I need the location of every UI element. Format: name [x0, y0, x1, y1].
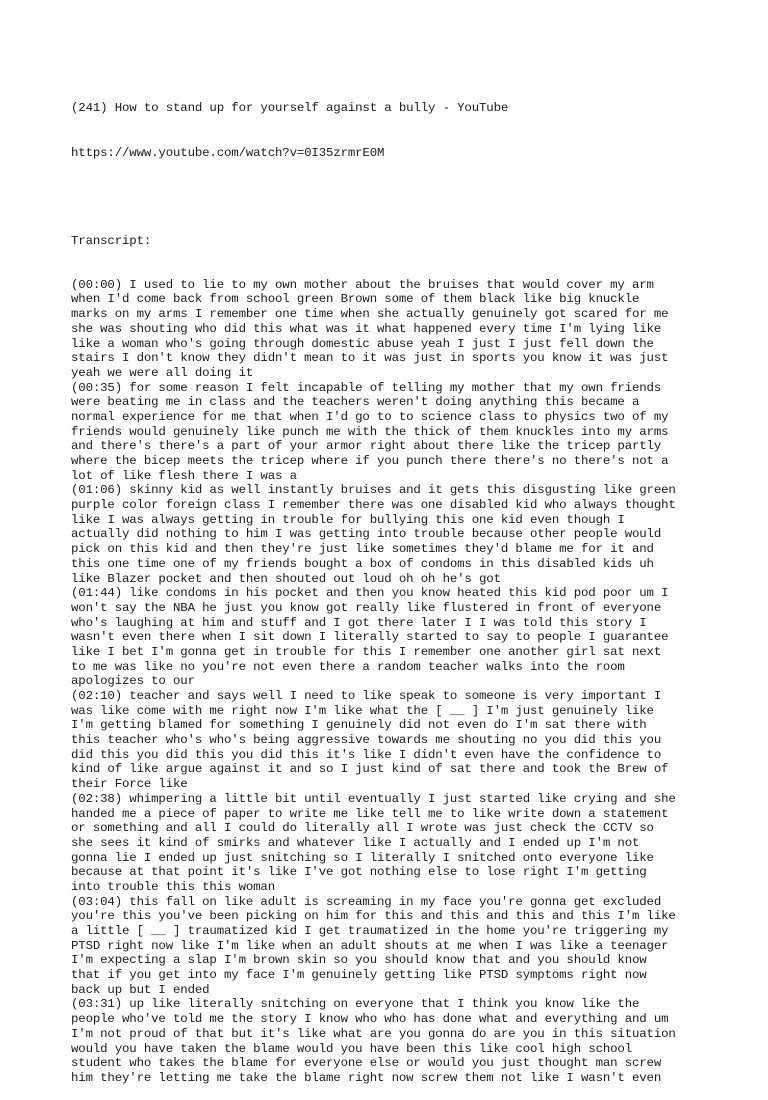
- transcript-line: won't say the NBA he just you know got really like flustered in front of everyone: [71, 600, 662, 615]
- transcript-body: [71, 278, 711, 1086]
- transcript-line: into trouble this this woman: [71, 879, 275, 894]
- transcript-line: apologizes to our: [71, 674, 195, 689]
- transcript-line: stairs I don't know they didn't mean to it was just in sports you know it was just: [71, 351, 669, 366]
- transcript-line: (02:10) teacher and says well I need to like speak to someone is very important I: [71, 689, 662, 704]
- transcript-line: did this you did this you did this it's like I didn't even have the confidence to: [71, 747, 662, 762]
- transcript-line: you're this you've been picking on him for this and this and this and this I'm like: [71, 909, 676, 924]
- transcript-line: normal experience for me that when I'd go to to science class to physics two of my: [71, 409, 669, 424]
- transcript-line: and there's there's a part of your armor right about there like the tricep partly: [71, 439, 662, 454]
- transcript-line: (03:31) up like literally snitching on everyone that I think you know like the: [71, 997, 640, 1012]
- transcript-line: I'm expecting a slap I'm brown skin so you should know that and you should know: [71, 953, 647, 968]
- transcript-line: kind of like argue against it and so I just kind of sat there and took the Brew of: [71, 762, 669, 777]
- transcript-line: like a woman who's going through domestic abuse yeah I just I just fell down the: [71, 336, 654, 351]
- transcript-line: when I'd come back from school green Brown some of them black like big knuckle: [71, 292, 640, 307]
- transcript-line: who's laughing at him and stuff and I got there later I I was told this story I: [71, 615, 647, 630]
- transcript-line: this one time one of my friends bought a box of condoms in this disabled kids uh: [71, 556, 654, 571]
- transcript-line: wasn't even there when I sit down I literally started to say to people I guarantee: [71, 630, 669, 645]
- transcript-line: people who've told me the story I know who who has done what and everything and um: [71, 1012, 669, 1027]
- transcript-line: was like come with me right now I'm like what the [ __ ] I'm just genuinely like: [71, 703, 654, 718]
- transcript-line: I'm not proud of that but it's like what are you gonna do are you in this situation: [71, 1026, 676, 1041]
- transcript-line: or something and all I could do literally all I wrote was just check the CCTV so: [71, 821, 654, 836]
- transcript-line: PTSD right now like I'm like when an adult shouts at me when I was like a teenager: [71, 938, 669, 953]
- transcript-line: like Blazer pocket and then shouted out loud oh oh he's got: [71, 571, 501, 586]
- transcript-line: lot of like flesh there I was a: [71, 468, 297, 483]
- transcript-line: I'm getting blamed for something I genuinely did not even do I'm sat there with: [71, 718, 647, 733]
- transcript-line: (01:44) like condoms in his pocket and then you know heated this kid pod poor um I: [71, 586, 669, 601]
- transcript-line: this teacher who's who's being aggressive towards me shouting no you did this you: [71, 733, 662, 748]
- transcript-line: she was shouting who did this what was it what happened every time I'm lying like: [71, 321, 662, 336]
- transcript-line: yeah we were all doing it: [71, 365, 254, 380]
- transcript-line: friends would genuinely like punch me with the thick of them knuckles into my arms: [71, 424, 669, 439]
- transcript-line: where the bicep meets the tricep where if you punch there there's no there's not a: [71, 454, 669, 469]
- transcript-line: handed me a piece of paper to write me like tell me to like write down a statement: [71, 806, 669, 821]
- transcript-line: back up but I ended: [71, 982, 210, 997]
- transcript-line: gonna lie I ended up just snitching so I literally I snitched onto everyone like: [71, 850, 654, 865]
- transcript-line: student who takes the blame for everyone else or would you just thought man screw: [71, 1056, 662, 1071]
- transcript-line: a little [ __ ] traumatized kid I get traumatized in the home you're triggering my: [71, 924, 669, 939]
- transcript-line: (03:04) this fall on like adult is screaming in my face you're gonna get excluded: [71, 894, 662, 909]
- transcript-line: their Force like: [71, 777, 188, 792]
- transcript-line: like I bet I'm gonna get in trouble for this I remember one another girl sat next: [71, 644, 662, 659]
- transcript-line: because at that point it's like I've got nothing else to lose right I'm getting: [71, 865, 647, 880]
- spacer: [71, 190, 711, 205]
- transcript-line: (00:00) I used to lie to my own mother about the bruises that would cover my arm: [71, 277, 654, 292]
- transcript-line: actually did nothing to him I was getting into trouble because other people would: [71, 527, 662, 542]
- video-url-link[interactable]: https://www.youtube.com/watch?v=0I35zrmrE0M: [71, 145, 385, 160]
- transcript-line: (02:38) whimpering a little bit until eventually I just started like crying and she: [71, 791, 676, 806]
- video-url[interactable]: [71, 146, 711, 161]
- transcript-line: pick on this kid and then they're just like sometimes they'd blame me for it and: [71, 542, 654, 557]
- transcript-line: she sees it kind of smirks and whatever like I actually and I ended up I'm not: [71, 835, 640, 850]
- transcript-line: to me was like no you're not even there a random teacher walks into the room: [71, 659, 625, 674]
- document-page: [71, 72, 711, 1100]
- transcript-line: like I was always getting in trouble for bullying this one kid even though I: [71, 512, 625, 527]
- transcript-line: him they're letting me take the blame right now screw them not like I wasn't even: [71, 1070, 662, 1085]
- transcript-line: (00:35) for some reason I felt incapable of telling my mother that my own friends: [71, 380, 662, 395]
- transcript-line: that if you get into my face I'm genuinely getting like PTSD symptoms right now: [71, 968, 647, 983]
- transcript-line: were beating me in class and the teachers weren't doing anything this became a: [71, 395, 640, 410]
- transcript-line: purple color foreign class I remember there was one disabled kid who always thought: [71, 498, 676, 513]
- transcript-line: would you have taken the blame would you have been this like cool high school: [71, 1041, 632, 1056]
- page-title: (241) How to stand up for yourself against a bully - YouTube: [71, 101, 509, 116]
- transcript-line: (01:06) skinny kid as well instantly bruises and it gets this disgusting like green: [71, 483, 676, 498]
- transcript-heading: Transcript:: [71, 233, 152, 248]
- transcript-line: marks on my arms I remember one time when she actually genuinely got scared for me: [71, 307, 669, 322]
